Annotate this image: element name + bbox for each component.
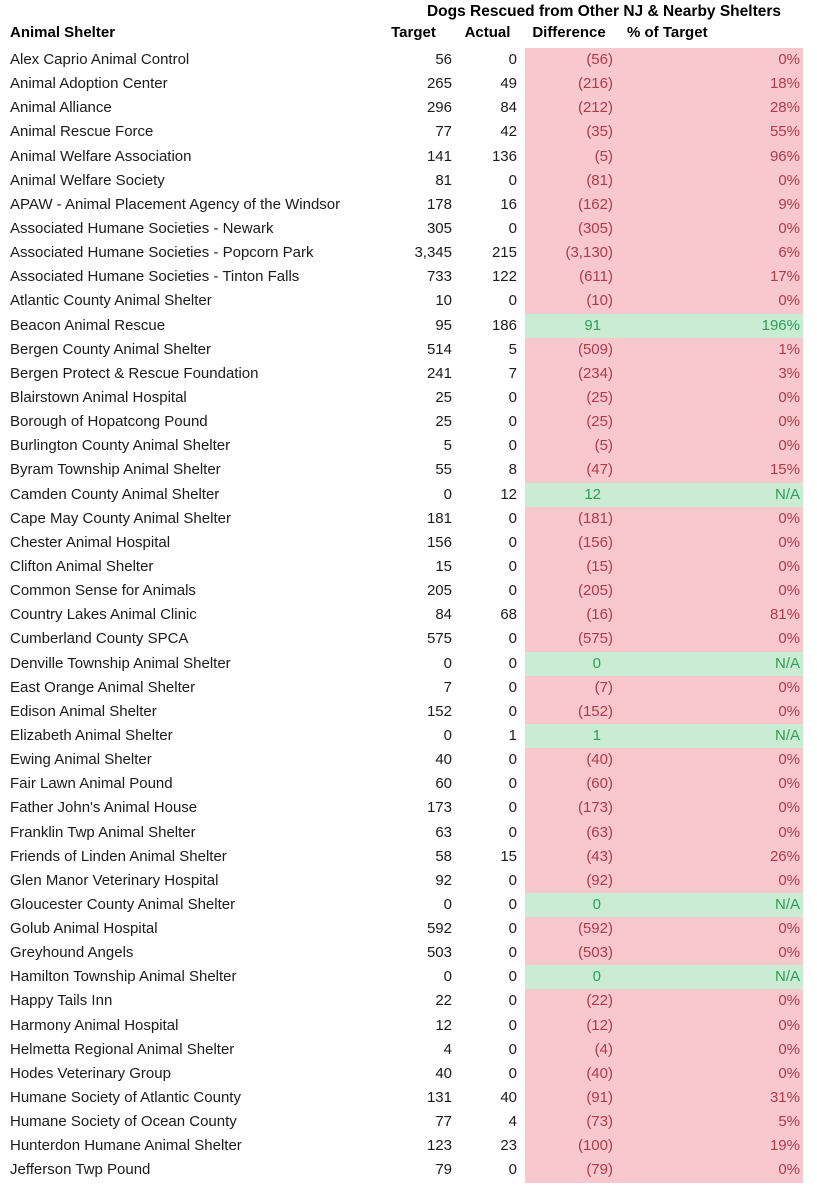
pct-of-target-cell: 0% xyxy=(625,48,803,72)
target-cell: 514 xyxy=(426,340,452,358)
table-row xyxy=(10,386,817,410)
pct-of-target-cell: 0% xyxy=(625,386,803,410)
target-cell: 55 xyxy=(435,461,452,479)
target-cell: 181 xyxy=(426,509,452,527)
actual-cell: 0 xyxy=(508,823,517,841)
table-row xyxy=(10,483,817,507)
difference-cell: 91 xyxy=(525,314,625,338)
actual-cell: 16 xyxy=(500,195,517,213)
shelter-name-cell: Father John's Animal House xyxy=(10,799,198,817)
pct-of-target-cell: 0% xyxy=(625,1062,803,1086)
header-row xyxy=(10,24,817,48)
pct-of-target-cell: 96% xyxy=(625,145,803,169)
table-row xyxy=(10,1062,817,1086)
pct-of-target-cell: 0% xyxy=(625,676,803,700)
actual-cell: 23 xyxy=(500,1137,517,1155)
table-row xyxy=(10,1086,817,1110)
target-cell: 79 xyxy=(435,1161,452,1179)
target-cell: 178 xyxy=(426,195,452,213)
difference-cell: 0 xyxy=(525,965,625,989)
pct-of-target-cell: 0% xyxy=(625,989,803,1013)
pct-of-target-cell: 0% xyxy=(625,748,803,772)
shelter-name-cell: Hunterdon Humane Animal Shelter xyxy=(10,1137,242,1155)
pct-of-target-cell: 81% xyxy=(625,603,803,627)
target-cell: 92 xyxy=(435,871,452,889)
target-cell: 56 xyxy=(435,51,452,68)
target-cell: 156 xyxy=(426,533,452,551)
table-row xyxy=(10,1038,817,1062)
shelter-name-cell: Cape May County Animal Shelter xyxy=(10,509,231,527)
table-row xyxy=(10,724,817,748)
target-cell: 131 xyxy=(426,1089,452,1107)
table-row xyxy=(10,1158,817,1182)
table-row xyxy=(10,796,817,820)
table-row xyxy=(10,289,817,313)
target-cell: 265 xyxy=(426,75,452,93)
pct-of-target-cell: 0% xyxy=(625,217,803,241)
difference-cell: (91) xyxy=(525,1086,625,1110)
table-row xyxy=(10,145,817,169)
actual-cell: 0 xyxy=(508,968,517,986)
target-cell: 77 xyxy=(435,1113,452,1131)
pct-of-target-cell: 196% xyxy=(625,314,803,338)
difference-cell: (3,130) xyxy=(525,241,625,265)
table-row xyxy=(10,989,817,1013)
pct-of-target-cell: 0% xyxy=(625,1038,803,1062)
target-cell: 3,345 xyxy=(414,244,452,262)
table-row xyxy=(10,96,817,120)
difference-cell: (25) xyxy=(525,386,625,410)
shelter-name-cell: Happy Tails Inn xyxy=(10,992,113,1010)
shelter-name-cell: Harmony Animal Hospital xyxy=(10,1016,179,1034)
shelter-name-cell: Edison Animal Shelter xyxy=(10,702,157,720)
difference-cell: (575) xyxy=(525,627,625,651)
shelter-name-cell: Franklin Twp Animal Shelter xyxy=(10,823,196,841)
difference-cell: (12) xyxy=(525,1014,625,1038)
difference-cell: (181) xyxy=(525,507,625,531)
target-cell: 733 xyxy=(426,268,452,286)
difference-cell: (15) xyxy=(525,555,625,579)
table-row xyxy=(10,48,817,72)
shelter-name-cell: Friends of Linden Animal Shelter xyxy=(10,847,227,865)
shelter-name-cell: Clifton Animal Shelter xyxy=(10,557,154,575)
target-cell: 25 xyxy=(435,388,452,406)
difference-cell: (100) xyxy=(525,1134,625,1158)
target-cell: 5 xyxy=(443,437,452,455)
difference-cell: 0 xyxy=(525,652,625,676)
shelter-name-cell: APAW - Animal Placement Agency of the Windsor xyxy=(10,195,341,213)
difference-cell: (35) xyxy=(525,120,625,144)
pct-of-target-cell: 55% xyxy=(625,120,803,144)
table-row xyxy=(10,434,817,458)
target-cell: 141 xyxy=(426,147,452,165)
actual-cell: 7 xyxy=(508,364,517,382)
shelter-name-cell: Animal Alliance xyxy=(10,99,112,117)
difference-cell: (10) xyxy=(525,289,625,313)
actual-cell: 68 xyxy=(500,606,517,624)
difference-cell: (5) xyxy=(525,145,625,169)
actual-cell: 186 xyxy=(491,316,517,334)
table-row xyxy=(10,941,817,965)
table-row xyxy=(10,652,817,676)
difference-cell: (43) xyxy=(525,845,625,869)
shelter-name-cell: Common Sense for Animals xyxy=(10,582,196,600)
shelter-name-cell: Gloucester County Animal Shelter xyxy=(10,895,236,913)
difference-cell: 1 xyxy=(525,724,625,748)
shelter-name-cell: Byram Township Animal Shelter xyxy=(10,461,221,479)
shelter-name-cell: Helmetta Regional Animal Shelter xyxy=(10,1040,235,1058)
actual-cell: 0 xyxy=(508,944,517,962)
difference-cell: (47) xyxy=(525,458,625,482)
shelter-name-cell: Borough of Hopatcong Pound xyxy=(10,413,208,431)
table-row xyxy=(10,748,817,772)
shelter-name-cell: Humane Society of Atlantic County xyxy=(10,1089,241,1107)
pct-of-target-cell: N/A xyxy=(625,965,803,989)
pct-of-target-cell: N/A xyxy=(625,724,803,748)
pct-of-target-cell: N/A xyxy=(625,483,803,507)
actual-cell: 0 xyxy=(508,702,517,720)
col-header-target: Target xyxy=(391,24,436,41)
difference-cell: (173) xyxy=(525,796,625,820)
target-cell: 81 xyxy=(435,171,452,189)
actual-cell: 0 xyxy=(508,871,517,889)
difference-cell: (92) xyxy=(525,869,625,893)
shelter-name-cell: East Orange Animal Shelter xyxy=(10,678,196,696)
actual-cell: 49 xyxy=(500,75,517,93)
shelter-name-cell: Beacon Animal Rescue xyxy=(10,316,166,334)
table-row xyxy=(10,893,817,917)
table-row xyxy=(10,676,817,700)
difference-cell: (73) xyxy=(525,1110,625,1134)
pct-of-target-cell: 0% xyxy=(625,700,803,724)
table-row xyxy=(10,1110,817,1134)
shelter-name-cell: Jefferson Twp Pound xyxy=(10,1161,151,1179)
difference-cell: (4) xyxy=(525,1038,625,1062)
shelter-name-cell: Denville Township Animal Shelter xyxy=(10,654,231,672)
difference-cell: (234) xyxy=(525,362,625,386)
difference-cell: (16) xyxy=(525,603,625,627)
table-row xyxy=(10,241,817,265)
pct-of-target-cell: 28% xyxy=(625,96,803,120)
pct-of-target-cell: 0% xyxy=(625,869,803,893)
col-header-pct-of-target: % of Target xyxy=(627,24,708,41)
actual-cell: 4 xyxy=(508,1113,517,1131)
shelter-name-cell: Associated Humane Societies - Popcorn Park xyxy=(10,244,314,262)
target-cell: 152 xyxy=(426,702,452,720)
pct-of-target-cell: 17% xyxy=(625,265,803,289)
table-row xyxy=(10,603,817,627)
shelter-name-cell: Animal Rescue Force xyxy=(10,123,154,141)
difference-cell: (40) xyxy=(525,1062,625,1086)
difference-cell: (216) xyxy=(525,72,625,96)
table-row xyxy=(10,193,817,217)
target-cell: 63 xyxy=(435,823,452,841)
difference-cell: 0 xyxy=(525,893,625,917)
shelter-name-cell: Camden County Animal Shelter xyxy=(10,485,220,503)
target-cell: 0 xyxy=(443,895,452,913)
actual-cell: 0 xyxy=(508,219,517,237)
pct-of-target-cell: 0% xyxy=(625,1014,803,1038)
target-cell: 12 xyxy=(435,1016,452,1034)
actual-cell: 122 xyxy=(491,268,517,286)
table-row xyxy=(10,362,817,386)
actual-cell: 0 xyxy=(508,533,517,551)
shelter-name-cell: Greyhound Angels xyxy=(10,944,134,962)
difference-cell: (25) xyxy=(525,410,625,434)
table-row xyxy=(10,314,817,338)
pct-of-target-cell: 0% xyxy=(625,1158,803,1182)
table-row xyxy=(10,772,817,796)
actual-cell: 0 xyxy=(508,799,517,817)
actual-cell: 0 xyxy=(508,1016,517,1034)
target-cell: 25 xyxy=(435,413,452,431)
target-cell: 205 xyxy=(426,582,452,600)
difference-cell: (79) xyxy=(525,1158,625,1182)
pct-of-target-cell: 0% xyxy=(625,796,803,820)
pct-of-target-cell: 0% xyxy=(625,410,803,434)
table-row xyxy=(10,1134,817,1158)
difference-cell: (63) xyxy=(525,821,625,845)
pct-of-target-cell: N/A xyxy=(625,893,803,917)
actual-cell: 0 xyxy=(508,751,517,769)
shelter-name-cell: Ewing Animal Shelter xyxy=(10,751,152,769)
actual-cell: 5 xyxy=(508,340,517,358)
shelter-name-cell: Hamilton Township Animal Shelter xyxy=(10,968,237,986)
shelter-name-cell: Chester Animal Hospital xyxy=(10,533,171,551)
target-cell: 7 xyxy=(443,678,452,696)
target-cell: 4 xyxy=(443,1040,452,1058)
actual-cell: 42 xyxy=(500,123,517,141)
pct-of-target-cell: 0% xyxy=(625,627,803,651)
pct-of-target-cell: 5% xyxy=(625,1110,803,1134)
pct-of-target-cell: 0% xyxy=(625,507,803,531)
target-cell: 592 xyxy=(426,920,452,938)
shelter-name-cell: Hodes Veterinary Group xyxy=(10,1064,171,1082)
target-cell: 575 xyxy=(426,630,452,648)
shelter-name-cell: Glen Manor Veterinary Hospital xyxy=(10,871,219,889)
target-cell: 10 xyxy=(435,292,452,310)
actual-cell: 0 xyxy=(508,920,517,938)
shelter-name-cell: Country Lakes Animal Clinic xyxy=(10,606,197,624)
table-row xyxy=(10,700,817,724)
difference-cell: (503) xyxy=(525,941,625,965)
table-title: Dogs Rescued from Other NJ & Nearby Shelters xyxy=(426,3,782,20)
shelter-name-cell: Bergen County Animal Shelter xyxy=(10,340,211,358)
col-header-actual: Actual xyxy=(464,24,511,41)
table-row xyxy=(10,169,817,193)
target-cell: 173 xyxy=(426,799,452,817)
actual-cell: 0 xyxy=(508,51,517,68)
actual-cell: 8 xyxy=(508,461,517,479)
actual-cell: 0 xyxy=(508,413,517,431)
shelter-name-cell: Atlantic County Animal Shelter xyxy=(10,292,212,310)
difference-cell: (81) xyxy=(525,169,625,193)
shelter-name-cell: Humane Society of Ocean County xyxy=(10,1113,237,1131)
difference-cell: (22) xyxy=(525,989,625,1013)
table-row xyxy=(10,338,817,362)
actual-cell: 0 xyxy=(508,171,517,189)
table-row xyxy=(10,965,817,989)
actual-cell: 12 xyxy=(500,485,517,503)
table-row xyxy=(10,821,817,845)
actual-cell: 136 xyxy=(491,147,517,165)
target-cell: 0 xyxy=(443,485,452,503)
target-cell: 296 xyxy=(426,99,452,117)
target-cell: 40 xyxy=(435,751,452,769)
table-body xyxy=(10,48,817,1183)
actual-cell: 0 xyxy=(508,509,517,527)
actual-cell: 0 xyxy=(508,292,517,310)
shelter-name-cell: Blairstown Animal Hospital xyxy=(10,388,187,406)
shelter-name-cell: Bergen Protect & Rescue Foundation xyxy=(10,364,259,382)
difference-cell: (509) xyxy=(525,338,625,362)
target-cell: 58 xyxy=(435,847,452,865)
shelter-name-cell: Associated Humane Societies - Newark xyxy=(10,219,274,237)
actual-cell: 0 xyxy=(508,388,517,406)
actual-cell: 0 xyxy=(508,1040,517,1058)
actual-cell: 0 xyxy=(508,678,517,696)
table-row xyxy=(10,410,817,434)
actual-cell: 0 xyxy=(508,557,517,575)
actual-cell: 0 xyxy=(508,775,517,793)
target-cell: 40 xyxy=(435,1064,452,1082)
pct-of-target-cell: 19% xyxy=(625,1134,803,1158)
actual-cell: 15 xyxy=(500,847,517,865)
table-row xyxy=(10,72,817,96)
target-cell: 60 xyxy=(435,775,452,793)
actual-cell: 84 xyxy=(500,99,517,117)
pct-of-target-cell: 0% xyxy=(625,434,803,458)
table-row xyxy=(10,555,817,579)
pct-of-target-cell: 31% xyxy=(625,1086,803,1110)
difference-cell: (156) xyxy=(525,531,625,555)
pct-of-target-cell: 0% xyxy=(625,941,803,965)
actual-cell: 1 xyxy=(508,726,517,744)
actual-cell: 0 xyxy=(508,1064,517,1082)
actual-cell: 40 xyxy=(500,1089,517,1107)
table-row xyxy=(10,627,817,651)
shelter-name-cell: Cumberland County SPCA xyxy=(10,630,189,648)
pct-of-target-cell: 0% xyxy=(625,917,803,941)
title-row xyxy=(10,0,817,24)
difference-cell: (152) xyxy=(525,700,625,724)
table-row xyxy=(10,845,817,869)
table-row xyxy=(10,869,817,893)
target-cell: 241 xyxy=(426,364,452,382)
target-cell: 84 xyxy=(435,606,452,624)
actual-cell: 0 xyxy=(508,437,517,455)
shelter-name-cell: Animal Welfare Association xyxy=(10,147,192,165)
pct-of-target-cell: 0% xyxy=(625,531,803,555)
pct-of-target-cell: 0% xyxy=(625,821,803,845)
target-cell: 77 xyxy=(435,123,452,141)
shelter-name-cell: Associated Humane Societies - Tinton Falls xyxy=(10,268,300,286)
pct-of-target-cell: 15% xyxy=(625,458,803,482)
shelter-name-cell: Fair Lawn Animal Pound xyxy=(10,775,173,793)
col-header-animal-shelter: Animal Shelter xyxy=(10,24,116,41)
difference-cell: (162) xyxy=(525,193,625,217)
difference-cell: 12 xyxy=(525,483,625,507)
difference-cell: (7) xyxy=(525,676,625,700)
actual-cell: 0 xyxy=(508,582,517,600)
pct-of-target-cell: 3% xyxy=(625,362,803,386)
target-cell: 15 xyxy=(435,557,452,575)
pct-of-target-cell: 0% xyxy=(625,555,803,579)
difference-cell: (205) xyxy=(525,579,625,603)
pct-of-target-cell: 0% xyxy=(625,579,803,603)
table-row xyxy=(10,507,817,531)
actual-cell: 0 xyxy=(508,1161,517,1179)
difference-cell: (5) xyxy=(525,434,625,458)
shelter-name-cell: Animal Adoption Center xyxy=(10,75,168,93)
col-header-difference: Difference xyxy=(532,24,606,41)
table-row xyxy=(10,120,817,144)
target-cell: 95 xyxy=(435,316,452,334)
table-row xyxy=(10,579,817,603)
pct-of-target-cell: 6% xyxy=(625,241,803,265)
target-cell: 123 xyxy=(426,1137,452,1155)
actual-cell: 0 xyxy=(508,992,517,1010)
table-row xyxy=(10,458,817,482)
actual-cell: 0 xyxy=(508,895,517,913)
pct-of-target-cell: 18% xyxy=(625,72,803,96)
table-row xyxy=(10,531,817,555)
pct-of-target-cell: 26% xyxy=(625,845,803,869)
shelter-name-cell: Golub Animal Hospital xyxy=(10,920,158,938)
actual-cell: 0 xyxy=(508,654,517,672)
difference-cell: (305) xyxy=(525,217,625,241)
table-row xyxy=(10,917,817,941)
difference-cell: (611) xyxy=(525,265,625,289)
pct-of-target-cell: 0% xyxy=(625,772,803,796)
difference-cell: (592) xyxy=(525,917,625,941)
difference-cell: (60) xyxy=(525,772,625,796)
difference-cell: (40) xyxy=(525,748,625,772)
actual-cell: 0 xyxy=(508,630,517,648)
shelter-name-cell: Burlington County Animal Shelter xyxy=(10,437,231,455)
difference-cell: (56) xyxy=(525,48,625,72)
actual-cell: 215 xyxy=(491,244,517,262)
table-row xyxy=(10,1014,817,1038)
shelter-name-cell: Alex Caprio Animal Control xyxy=(10,51,190,68)
shelter-name-cell: Elizabeth Animal Shelter xyxy=(10,726,173,744)
target-cell: 503 xyxy=(426,944,452,962)
table-row xyxy=(10,217,817,241)
target-cell: 22 xyxy=(435,992,452,1010)
difference-cell: (212) xyxy=(525,96,625,120)
shelter-name-cell: Animal Welfare Society xyxy=(10,171,165,189)
target-cell: 0 xyxy=(443,654,452,672)
target-cell: 0 xyxy=(443,726,452,744)
table-row xyxy=(10,265,817,289)
pct-of-target-cell: 1% xyxy=(625,338,803,362)
target-cell: 0 xyxy=(443,968,452,986)
target-cell: 305 xyxy=(426,219,452,237)
pct-of-target-cell: 0% xyxy=(625,289,803,313)
pct-of-target-cell: 0% xyxy=(625,169,803,193)
pct-of-target-cell: 9% xyxy=(625,193,803,217)
pct-of-target-cell: N/A xyxy=(625,652,803,676)
